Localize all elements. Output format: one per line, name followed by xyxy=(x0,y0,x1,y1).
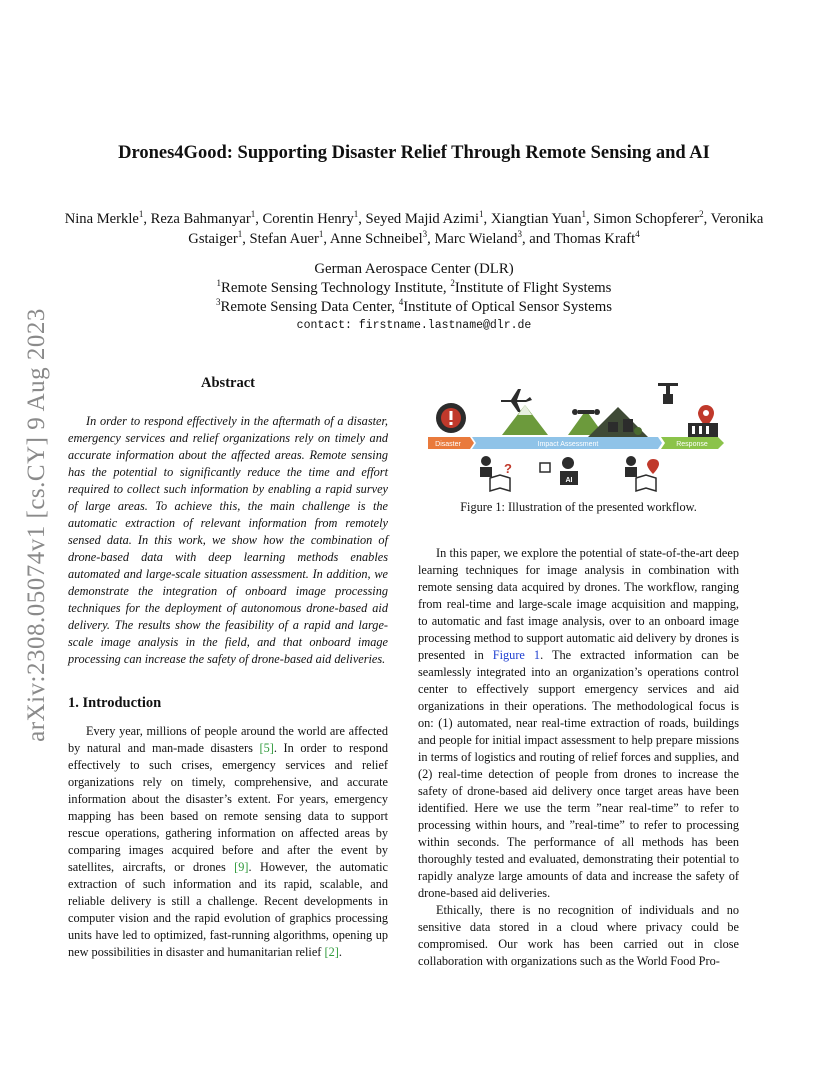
paragraph: Ethically, there is no recognition of individuals and no sensitive data stored in a cloud where privacy could be compromised. Our work has been carried out in close collaboration with organizations such as the World Food Pro- xyxy=(418,903,739,968)
mountain-icon xyxy=(502,405,548,435)
building-icon xyxy=(688,423,718,437)
paper-title: Drones4Good: Supporting Disaster Relief Through Remote Sensing and AI xyxy=(118,143,710,163)
response-label: Response xyxy=(676,441,708,448)
delivery-drone-icon xyxy=(658,383,678,404)
figure-caption: Figure 1: Illustration of the presented workflow. xyxy=(460,500,697,514)
workflow-figure xyxy=(418,375,739,495)
paragraph: In this paper, we explore the potential of state-of-the-art deep learning techniques for image analysis in combination with remote sensing data acquired by drones. The workflow, ranging from real-time and large-scale image acquisition and mapping, to automatic and fast image analysis, over to an onboard image processing method to support automatic aid delivery by drones is presented in Figure 1. The extracted information can be seamlessly integrated into an organization’s operations control center to effectively support emergency services and aid organizations in their operations. The methodological focus is on: (1) automated, near real-time extraction of roads, buildings and people for initial impact assessment to help prepare missions in terms of logistics and routing of relief forces and supplies, and (2) real-time detection of people from drones to increase the safety of drone-based aid delivery once target areas have been identified. Here we use the term ”near real-time” to refer to processing within hours, and ”real-time” to refer to processing within seconds. The performance of all methods has been thoroughly tested and evaluated, demonstrating their potential to rapidly analyze large amounts of data and increase the safety of drone-based aid deliveries. xyxy=(418,546,740,900)
ai-analysis-icon xyxy=(540,457,578,485)
citation-link[interactable]: [2] xyxy=(324,945,339,959)
abstract-heading: Abstract xyxy=(201,375,255,391)
workflow-arrow xyxy=(428,437,724,449)
svg-text:?: ? xyxy=(504,461,512,476)
figure-reference-link[interactable]: Figure 1 xyxy=(492,648,541,662)
right-column-text xyxy=(418,545,739,970)
rescuer-location-icon xyxy=(625,456,659,491)
affiliation-line-1: $^1$Remote Sensing Technology Institute, $^2$Institute of Flight Systems xyxy=(216,278,612,296)
citation-link[interactable]: [9] xyxy=(234,860,249,874)
affiliation-line-2: $^3$Remote Sensing Data Center, $^4$Institute of Optical Sensor Systems xyxy=(216,297,612,315)
organization: German Aerospace Center (DLR) xyxy=(314,261,514,277)
abstract-text: In order to respond effectively in the aftermath of a disaster, emergency services and relief organizations rely on timely and accurate information about the affected areas. Remote sensing has the potential to significantly reduce the time and effort required to collect such information by enabling a rapid survey of large areas. To achieve this, the main challenge is the automatic extraction of relevant information from remotely sensed data. In this work, we show how the combination of drone-based data with deep learning methods enables automated and large-scale situation assessment. In addition, we demonstrate the integration of onboard image processing techniques for the deployment of autonomous drone-based aid delivery. The results show the feasibility of a rapid and large-scale image analysis in the field, and that onboard image processing can increase the safety of drone-based aid deliveries. xyxy=(68,414,388,666)
affiliations xyxy=(0,260,828,335)
introduction-heading: 1. Introduction xyxy=(68,695,162,711)
author-list: Nina Merkle$^1$, Reza Bahmanyar$^1$, Corentin Henry$^1$, Seyed Majid Azimi$^1$, Xiangtian Yuan$^1$, Simon Schopferer$^2$, Veronika Gstaiger$^1$, Stefan Auer$^1$, Anne Schneibel$^3$, Marc Wieland$^3$, and Thomas Kraft$^4$ xyxy=(64,209,764,247)
arxiv-identifier xyxy=(22,290,52,760)
ai-label: AI xyxy=(565,477,573,484)
disaster-alert-icon xyxy=(436,403,466,433)
disaster-label: Disaster xyxy=(435,441,461,448)
contact-email: contact: firstname.lastname@dlr.de xyxy=(296,319,532,332)
introduction-paragraph: Every year, millions of people around the world are affected by natural and man-made disasters [5]. In order to respond effectively to such crises, emergency services and relief organizations rely on timely, comprehensive, and accurate information about the disaster’s extent. For years, emergency mapping has been based on remote sensing data to support rescue operations, gathering information on affected areas by comparing images acquired before and after the event by satellites, aircrafts, or drones [9]. However, the automatic extraction of such information and its rapid, scalable, and reliable delivery is still a challenge. Recent developments in computer vision and the rapid evolution of graphics processing units have led to optimized, fast-running algorithms, opening up new possibilities in disaster and humanitarian relief [2]. xyxy=(68,724,388,959)
citation-link[interactable]: [5] xyxy=(259,741,274,755)
rescuer-question-icon xyxy=(480,456,512,491)
impact-assessment-label: Impact Assessment xyxy=(537,441,599,448)
arxiv-identifier-text: arXiv:2308.05074v1 [cs.CY] 9 Aug 2023 xyxy=(23,308,50,742)
